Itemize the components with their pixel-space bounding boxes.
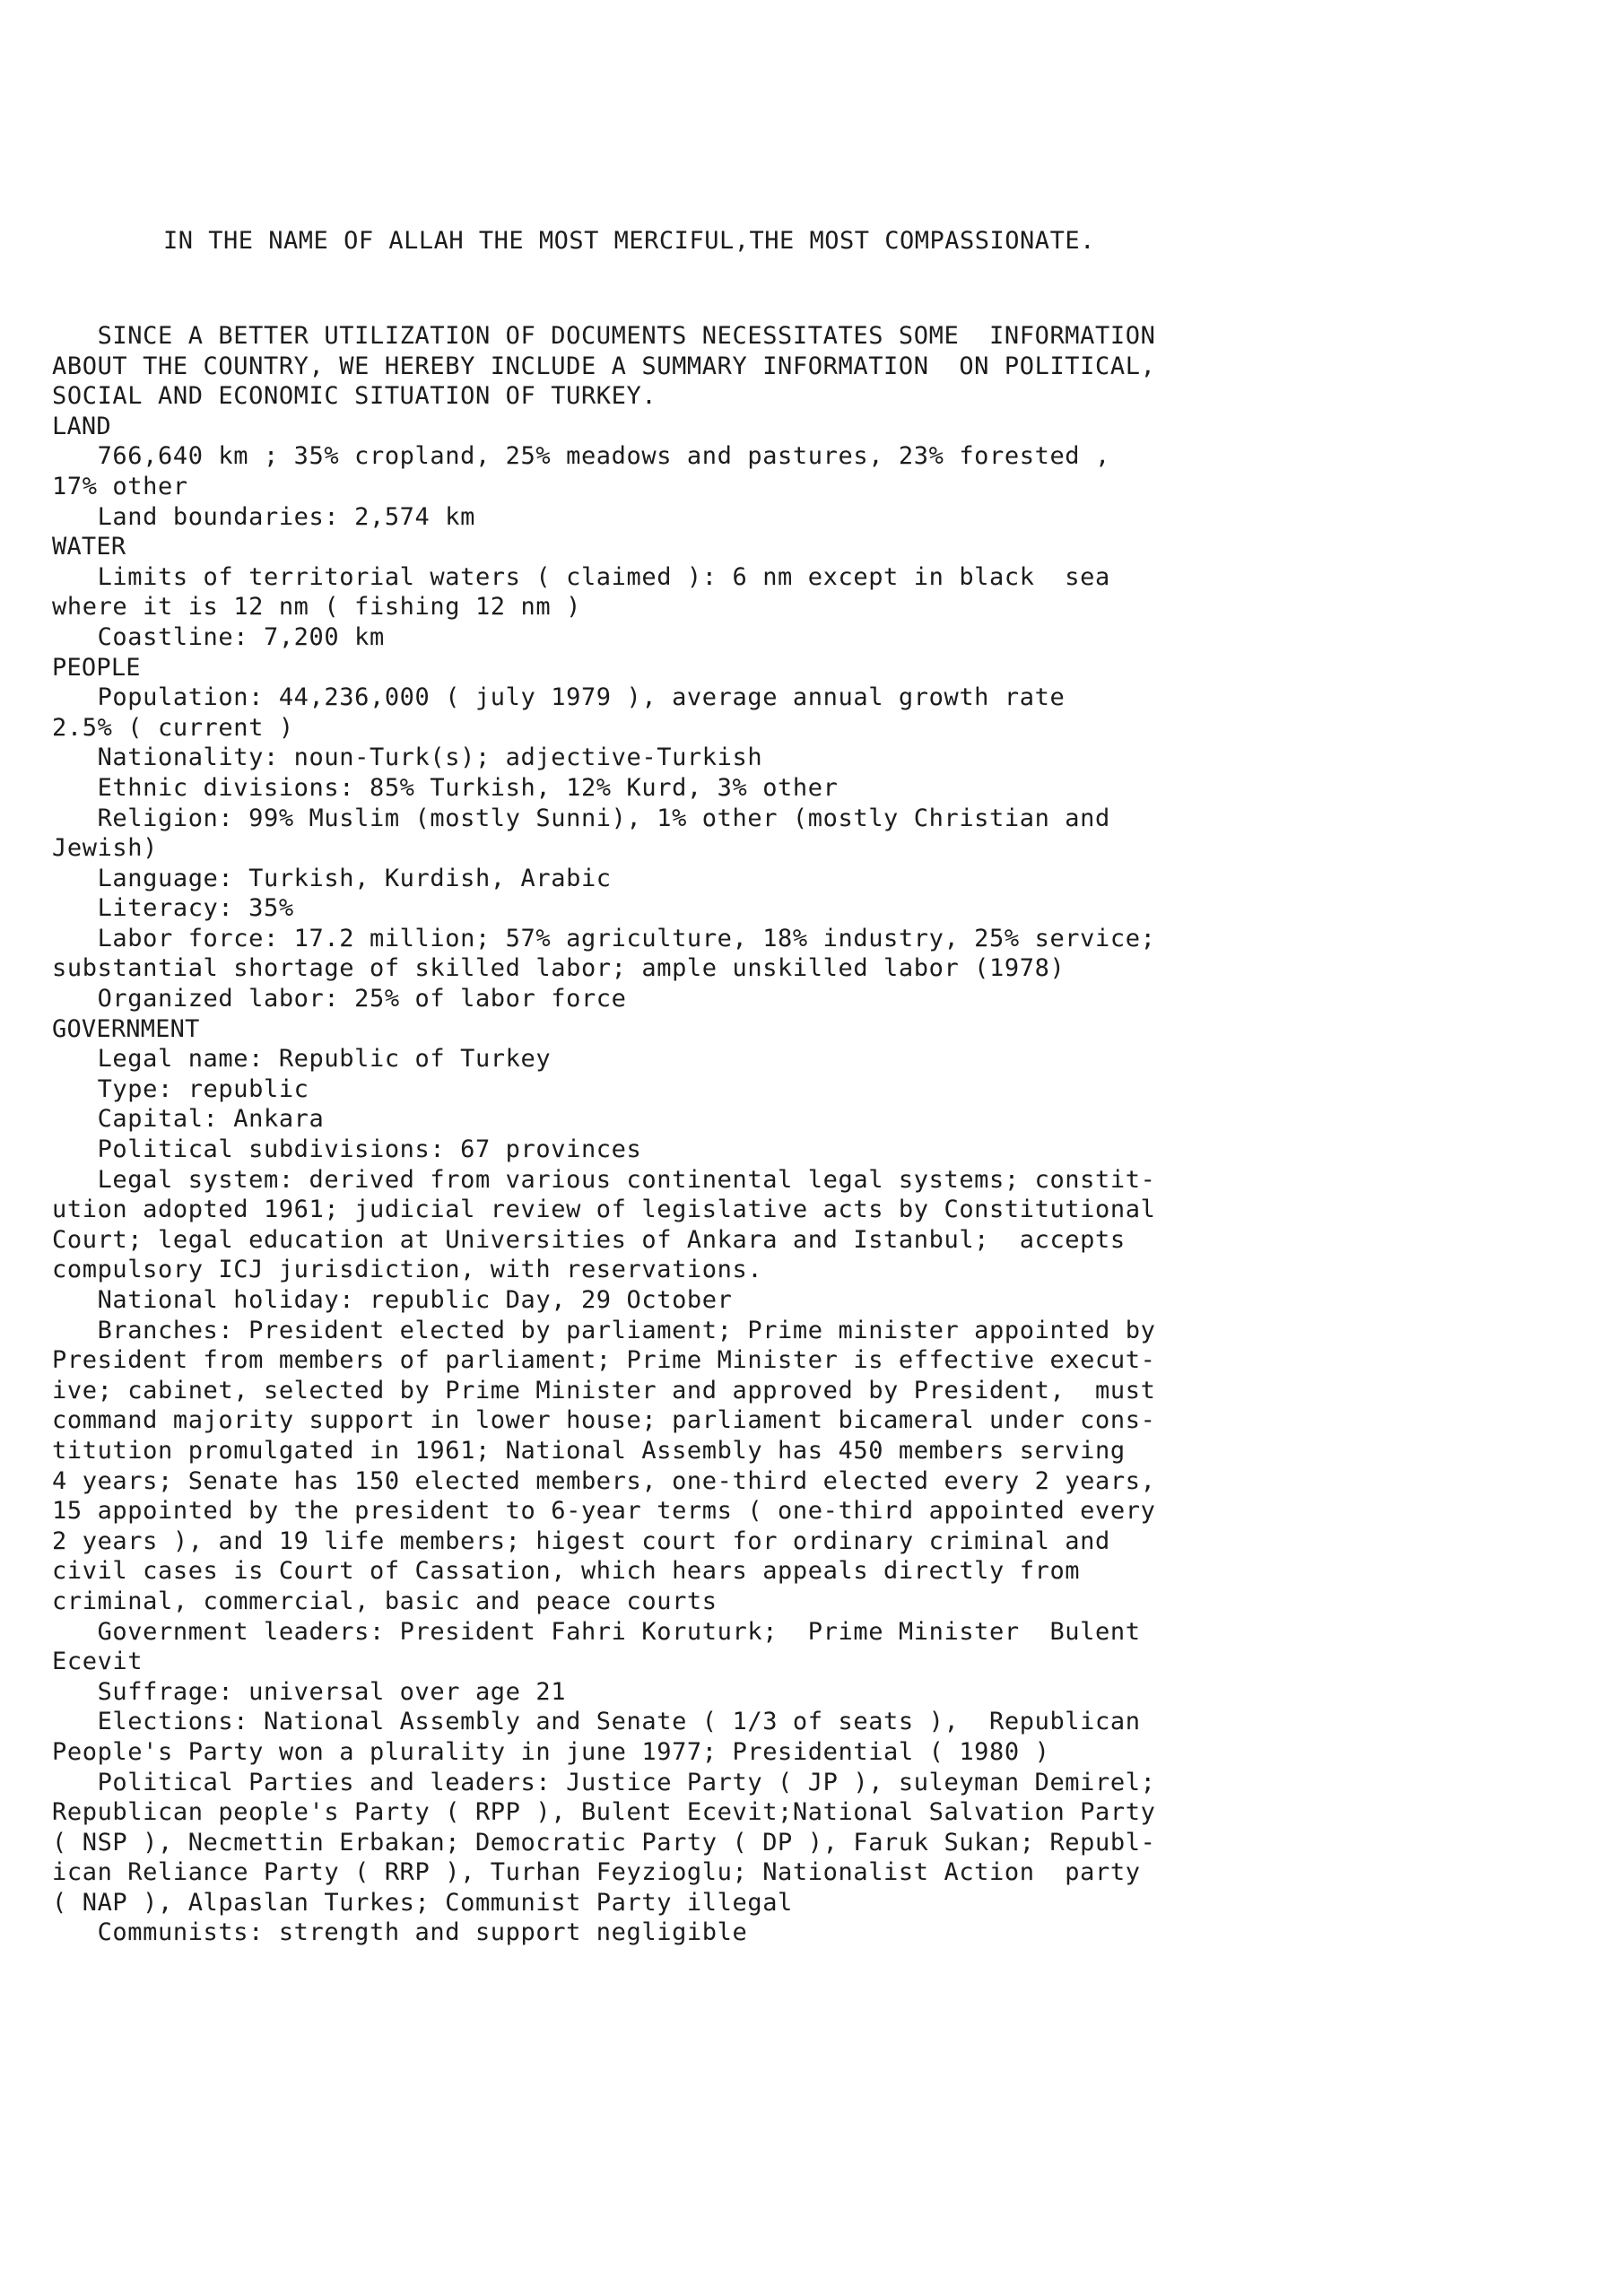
text-line: where it is 12 nm ( fishing 12 nm ) [52,593,581,622]
text-line: National holiday: republic Day, 29 October [52,1286,733,1314]
text-line: ABOUT THE COUNTRY, WE HEREBY INCLUDE A SUMMARY INFORMATION ON POLITICAL, [52,352,1156,380]
text-line: Nationality: noun-Turk(s); adjective-Turkish [52,744,763,772]
section-heading: GOVERNMENT [52,1014,200,1043]
text-line: compulsory ICJ jurisdiction, with reservations. [52,1256,763,1284]
text-line: Legal name: Republic of Turkey [52,1045,552,1074]
text-line: Elections: National Assembly and Senate ( 1/3 of seats ), Republican [52,1708,1141,1736]
text-line: Communists: strength and support negligible [52,1918,748,1947]
text-line: Type: republic [52,1074,309,1103]
text-line: SOCIAL AND ECONOMIC SITUATION OF TURKEY. [52,382,657,411]
text-line: Religion: 99% Muslim (mostly Sunni), 1% other (mostly Christian and [52,804,1110,832]
section-heading: LAND [52,412,111,440]
text-line: 15 appointed by the president to 6-year terms ( one-third appointed every [52,1497,1156,1526]
text-line: Legal system: derived from various continental legal systems; constit- [52,1165,1156,1194]
text-line: command majority support in lower house; parliament bicameral under cons- [52,1406,1156,1435]
text-line: Limits of territorial waters ( claimed ): 6 nm except in black sea [52,562,1110,591]
text-line: Capital: Ankara [52,1105,325,1134]
text-line: Literacy: 35% [52,894,294,923]
text-line: Suffrage: universal over age 21 [52,1677,567,1706]
text-line: Jewish) [52,834,158,863]
text-line: Language: Turkish, Kurdish, Arabic [52,864,612,892]
text-line: President from members of parliament; Prime Minister is effective execut- [52,1346,1156,1375]
document-body [52,321,1397,1948]
text-line: ( NAP ), Alpaslan Turkes; Communist Party illegal [52,1888,793,1917]
text-line: Land boundaries: 2,574 km [52,502,475,531]
text-line: 2.5% ( current ) [52,713,294,742]
text-line: Court; legal education at Universities of Ankara and Istanbul; accepts [52,1225,1126,1254]
text-line: Political Parties and leaders: Justice Party ( JP ), suleyman Demirel; [52,1768,1156,1796]
text-line: substantial shortage of skilled labor; ample unskilled labor (1978) [52,954,1066,983]
text-line: ( NSP ), Necmettin Erbakan; Democratic Party ( DP ), Faruk Sukan; Republ- [52,1828,1156,1857]
document-title: IN THE NAME OF ALLAH THE MOST MERCIFUL,THE MOST COMPASSIONATE. [163,227,1095,255]
text-line: ican Reliance Party ( RRP ), Turhan Feyzioglu; Nationalist Action party [52,1858,1141,1887]
text-line: 766,640 km ; 35% cropland, 25% meadows and pastures, 23% forested , [52,442,1110,471]
text-line: ution adopted 1961; judicial review of legislative acts by Constitutional [52,1196,1156,1224]
text-line: People's Party won a plurality in june 1977; Presidential ( 1980 ) [52,1737,1050,1766]
text-line: Government leaders: President Fahri Koruturk; Prime Minister Bulent [52,1617,1141,1646]
text-line: civil cases is Court of Cassation, which hears appeals directly from [52,1557,1081,1586]
section-heading: WATER [52,533,126,561]
text-line: SINCE A BETTER UTILIZATION OF DOCUMENTS NECESSITATES SOME INFORMATION [52,322,1156,350]
text-line: 4 years; Senate has 150 elected members, one-third elected every 2 years, [52,1466,1156,1495]
text-line: Branches: President elected by parliament; Prime minister appointed by [52,1316,1156,1344]
section-heading: PEOPLE [52,653,141,682]
text-line: Coastline: 7,200 km [52,622,385,651]
text-line: titution promulgated in 1961; National Assembly has 450 members serving [52,1436,1126,1465]
text-line: criminal, commercial, basic and peace courts [52,1587,718,1615]
text-line: Labor force: 17.2 million; 57% agriculture, 18% industry, 25% service; [52,924,1156,952]
text-line: Population: 44,236,000 ( july 1979 ), average annual growth rate [52,683,1066,712]
text-line: Ethnic divisions: 85% Turkish, 12% Kurd, 3% other [52,773,839,802]
text-line: ive; cabinet, selected by Prime Minister and approved by President, must [52,1376,1156,1405]
text-line: 17% other [52,472,188,500]
text-line: Republican people's Party ( RPP ), Bulent Ecevit;National Salvation Party [52,1798,1156,1827]
text-line: Political subdivisions: 67 provinces [52,1135,642,1164]
text-line: Organized labor: 25% of labor force [52,985,627,1013]
text-line: 2 years ), and 19 life members; higest court for ordinary criminal and [52,1526,1110,1555]
text-line: Ecevit [52,1648,144,1676]
